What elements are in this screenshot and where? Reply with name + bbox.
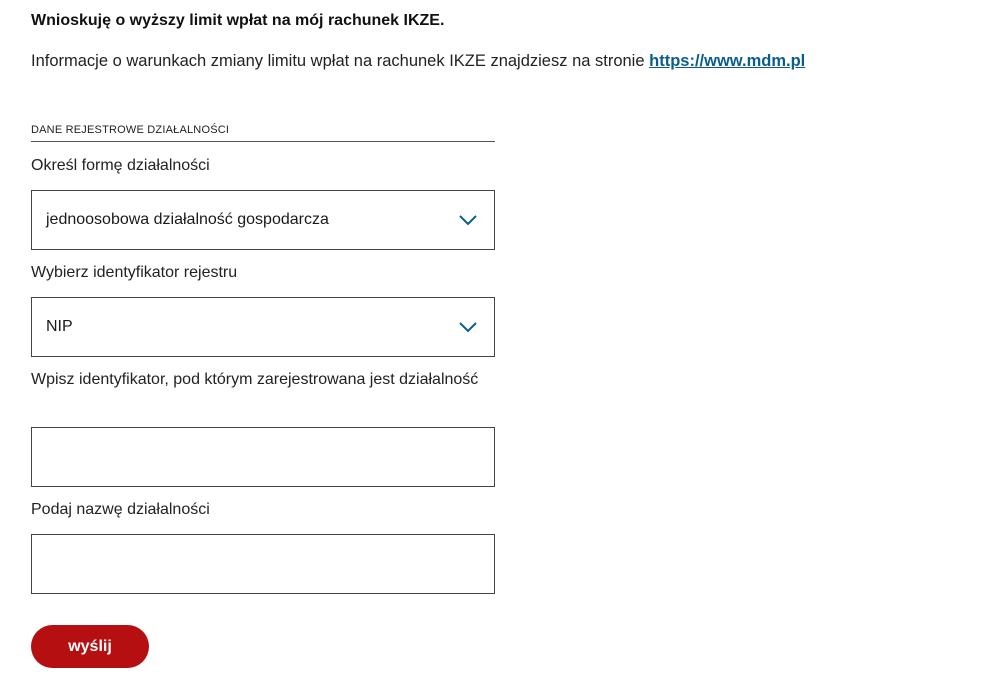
- section-title: DANE REJESTROWE DZIAŁALNOŚCI: [31, 124, 495, 142]
- identifier-label: Wpisz identyfikator, pod którym zarejestrowana jest działalność: [31, 371, 479, 388]
- registry-id-selected-value: NIP: [46, 318, 73, 335]
- registry-id-select[interactable]: [31, 297, 495, 357]
- registry-id-label: Wybierz identyfikator rejestru: [31, 264, 238, 281]
- section-header: [31, 124, 495, 142]
- submit-button[interactable]: wyślij: [31, 625, 149, 668]
- chevron-down-icon: [458, 210, 478, 230]
- info-text-body: Informacje o warunkach zmiany limitu wpłat na rachunek IKZE znajdziesz na stronie: [31, 52, 650, 70]
- business-form-selected-value: jednoosobowa działalność gospodarcza: [46, 211, 329, 228]
- page-heading: Wnioskuję o wyższy limit wpłat na mój rachunek IKZE.: [31, 12, 445, 29]
- business-name-input[interactable]: [32, 535, 494, 593]
- business-name-field[interactable]: [31, 534, 495, 594]
- business-name-label: Podaj nazwę działalności: [31, 501, 210, 518]
- identifier-field[interactable]: [31, 427, 495, 487]
- business-form-select[interactable]: [31, 190, 495, 250]
- info-text: [31, 52, 805, 71]
- chevron-down-icon: [458, 317, 478, 337]
- business-form-label: Określ formę działalności: [31, 157, 210, 174]
- identifier-input[interactable]: [32, 428, 494, 486]
- mdm-link[interactable]: https://www.mdm.pl: [649, 52, 806, 70]
